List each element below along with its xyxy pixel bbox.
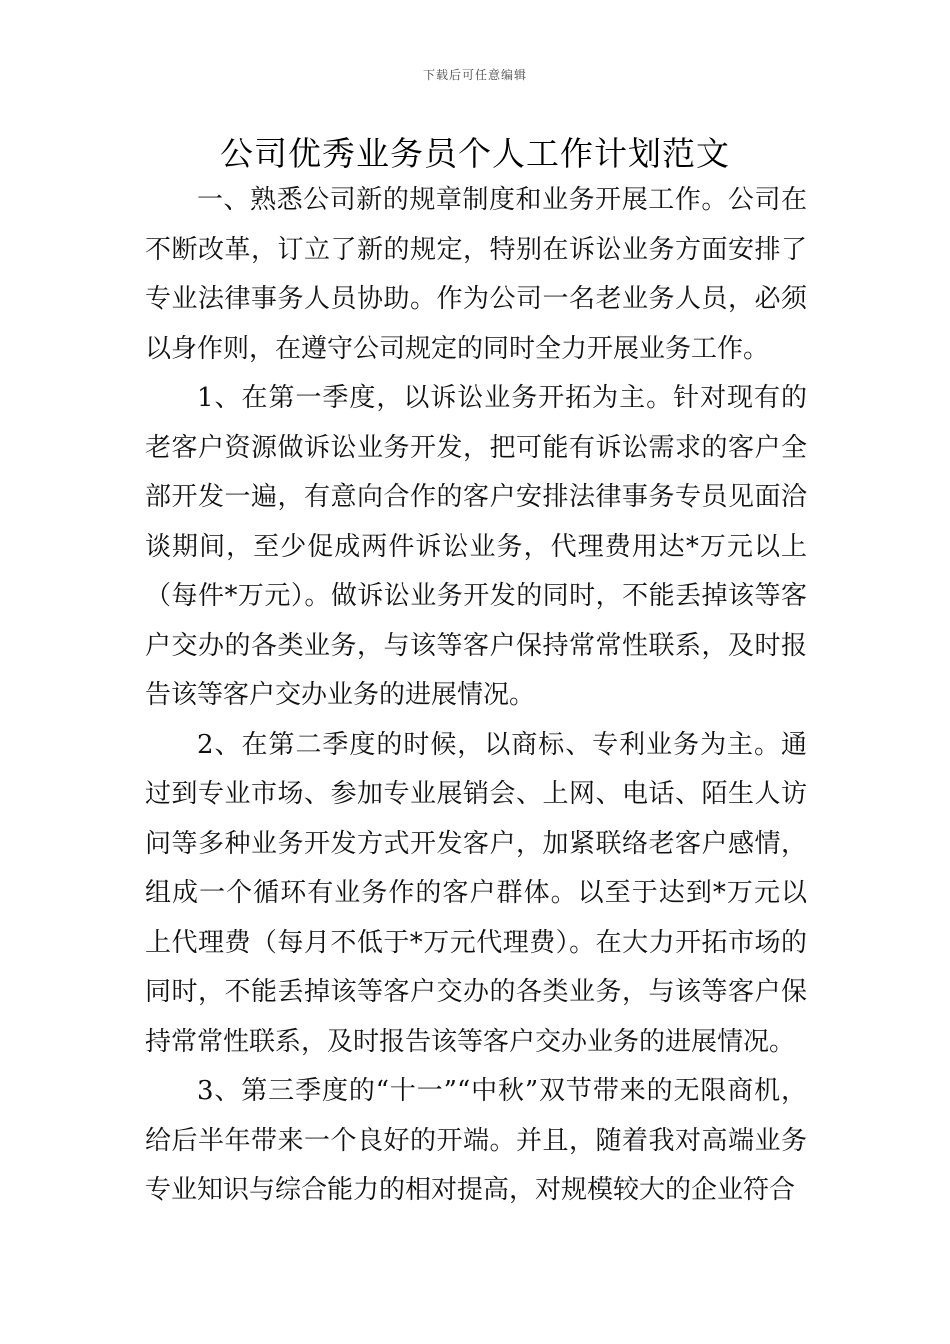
header-note: 下载后可任意编辑 xyxy=(422,68,527,82)
paragraph-first-quarter: 1、在第一季度，以诉讼业务开拓为主。针对现有的老客户资源做诉讼业务开发，把可能有诉讼需求的客户全部开发一遍，有意向合作的客户安排法律事务专员见面洽谈期间，至少促成两件诉讼业务，代理费用达*万元以上（每件*万元）。做诉讼业务开发的同时，不能丢掉该等客户交办的各类业务，与该等客户保持常常性联系，及时报告该等客户交办业务的进展情况。 xyxy=(145,383,807,710)
paragraph-second-quarter: 2、在第二季度的时候，以商标、专利业务为主。通过到专业市场、参加专业展销会、上网、电话、陌生人访问等多种业务开发方式开发客户，加紧联络老客户感情，组成一个循环有业务作的客户群体。以至于达到*万元以上代理费（每月不低于*万元代理费）。在大力开拓市场的同时，不能丢掉该等客户交办的各类业务，与该等客户保持常常性联系，及时报告该等客户交办业务的进展情况。 xyxy=(145,729,807,1057)
document-body xyxy=(145,176,807,1216)
document-title: 公司优秀业务员个人工作计划范文 xyxy=(220,134,730,173)
paragraph-third-quarter: 3、第三季度的“十一”“中秋”双节带来的无限商机，给后半年带来一个良好的开端。并且，随着我对高端业务专业知识与综合能力的相对提高，对规模较大的企业符合 xyxy=(145,1076,807,1205)
paragraph-section-one: 一、熟悉公司新的规章制度和业务开展工作。公司在不断改革，订立了新的规定，特别在诉讼业务方面安排了专业法律事务人员协助。作为公司一名老业务人员，必须以身作则，在遵守公司规定的同时全力开展业务工作。 xyxy=(145,185,807,364)
